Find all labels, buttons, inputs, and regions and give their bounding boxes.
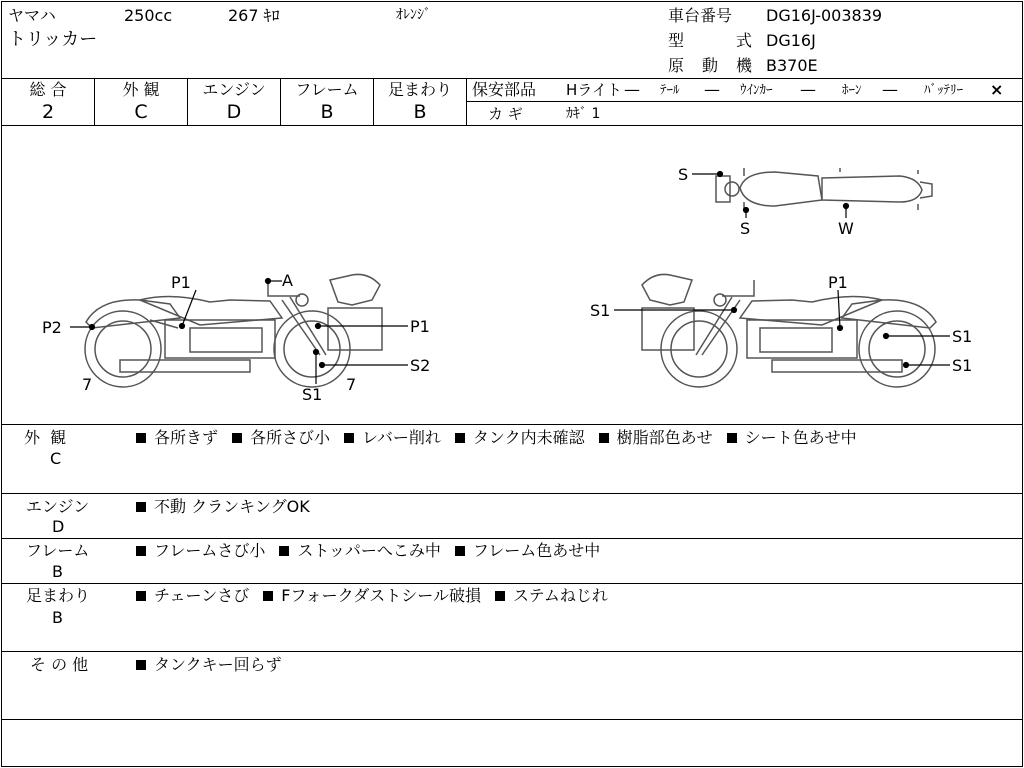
grade-suspension-label: 足まわり (387, 80, 452, 99)
safety-battery-status: × (990, 80, 1004, 99)
mark-top-s-front: S (678, 165, 689, 184)
safety-winker-status: — (800, 80, 816, 99)
mark-left-s1: S1 (302, 385, 323, 404)
grade-engine-value: D (226, 101, 242, 123)
divider (1, 651, 1022, 652)
note-items-suspension: チェーンさび Fフォークダストシール破損 ステムねじれ (136, 585, 608, 607)
note-category-engine: エンジン (26, 497, 90, 516)
safety-headlight: Hライト (566, 81, 622, 99)
safety-winker: ｳｲﾝｶｰ (740, 83, 773, 98)
note-grade-suspension: B (52, 608, 63, 627)
key-value: ｶｷﾞ 1 (566, 106, 601, 122)
grade-frame-value: B (320, 101, 334, 123)
note-items-other: タンクキー回らず (136, 654, 282, 676)
type-value: DG16J (766, 31, 816, 50)
engine-label-1: 原 (668, 56, 685, 75)
note-items-engine: 不動 クランキングOK (136, 496, 310, 518)
mark-top-w: W (838, 219, 854, 238)
mark-right-s1-case: S1 (590, 301, 611, 320)
note-grade-engine: D (52, 517, 65, 536)
grade-exterior-value: C (134, 101, 148, 123)
grade-engine-label: エンジン (202, 80, 266, 99)
type-label-1: 型 (668, 31, 685, 50)
mileage: 267 ｷﾛ (228, 6, 280, 25)
divider (1, 424, 1022, 425)
mark-left-7-rear: 7 (82, 375, 93, 394)
mark-left-s2: S2 (410, 356, 431, 375)
note-category-exterior: 外 観 (24, 428, 67, 447)
displacement: 250cc (124, 6, 173, 25)
note-items-exterior: 各所きず 各所さび小 レバー削れ タンク内未確認 樹脂部色あせ シート色あせ中 (136, 427, 857, 449)
mark-left-p1-case: P1 (410, 317, 430, 336)
top-view-bike (716, 168, 932, 210)
divider (467, 101, 1022, 102)
engine-label-2: 動 (702, 56, 719, 75)
safety-horn-status: — (882, 80, 898, 99)
frame-no-label: 車台番号 (668, 6, 733, 25)
safety-tail-status: — (704, 80, 720, 99)
grade-overall-value: 2 (41, 101, 55, 123)
mark-right-s1-wheel: S1 (952, 356, 973, 375)
model-name: トリッカー (8, 29, 98, 50)
grade-frame-label: フレーム (295, 80, 359, 99)
color: ｵﾚﾝｼﾞ (396, 7, 431, 23)
safety-tail: ﾃｰﾙ (660, 83, 680, 98)
divider (1, 583, 1022, 584)
divider (1, 493, 1022, 494)
mark-top-s-bottom: S (740, 219, 751, 238)
safety-parts-label: 保安部品 (472, 80, 537, 99)
type-label-2: 式 (736, 31, 753, 50)
note-category-suspension: 足まわり (26, 586, 91, 605)
note-items-frame: フレームさび小 ストッパーへこみ中 フレーム色あせ中 (136, 540, 600, 562)
mark-left-p2: P2 (42, 318, 62, 337)
mark-left-7-front: 7 (346, 375, 357, 394)
note-grade-exterior: C (50, 449, 62, 468)
safety-battery: ﾊﾞｯﾃﾘｰ (924, 83, 963, 98)
mark-left-a: A (282, 271, 293, 290)
mark-right-s1-cover: S1 (952, 327, 973, 346)
mark-right-p1: P1 (828, 273, 848, 292)
divider (1, 538, 1022, 539)
divider (1, 719, 1022, 720)
note-category-other: そ の 他 (30, 655, 89, 674)
frame-no: DG16J-003839 (766, 6, 883, 25)
motorcycle-diagram (0, 126, 1024, 424)
safety-horn: ﾎｰﾝ (842, 83, 862, 98)
maker: ヤマハ (8, 6, 56, 25)
grade-exterior-label: 外 観 (122, 80, 160, 99)
key-label: カ ギ (488, 105, 523, 123)
divider (466, 78, 467, 125)
engine-label-3: 機 (736, 56, 753, 75)
note-category-frame: フレーム (26, 541, 90, 560)
safety-headlight-status: — (624, 80, 640, 99)
note-grade-frame: B (52, 562, 63, 581)
left-side-bike (85, 274, 382, 387)
divider (1, 78, 1022, 79)
right-side-bike (642, 274, 936, 387)
grade-suspension-value: B (413, 101, 427, 123)
grade-overall-label: 総 合 (29, 80, 67, 99)
engine-value: B370E (766, 56, 818, 75)
mark-left-p1-tank: P1 (171, 273, 191, 292)
